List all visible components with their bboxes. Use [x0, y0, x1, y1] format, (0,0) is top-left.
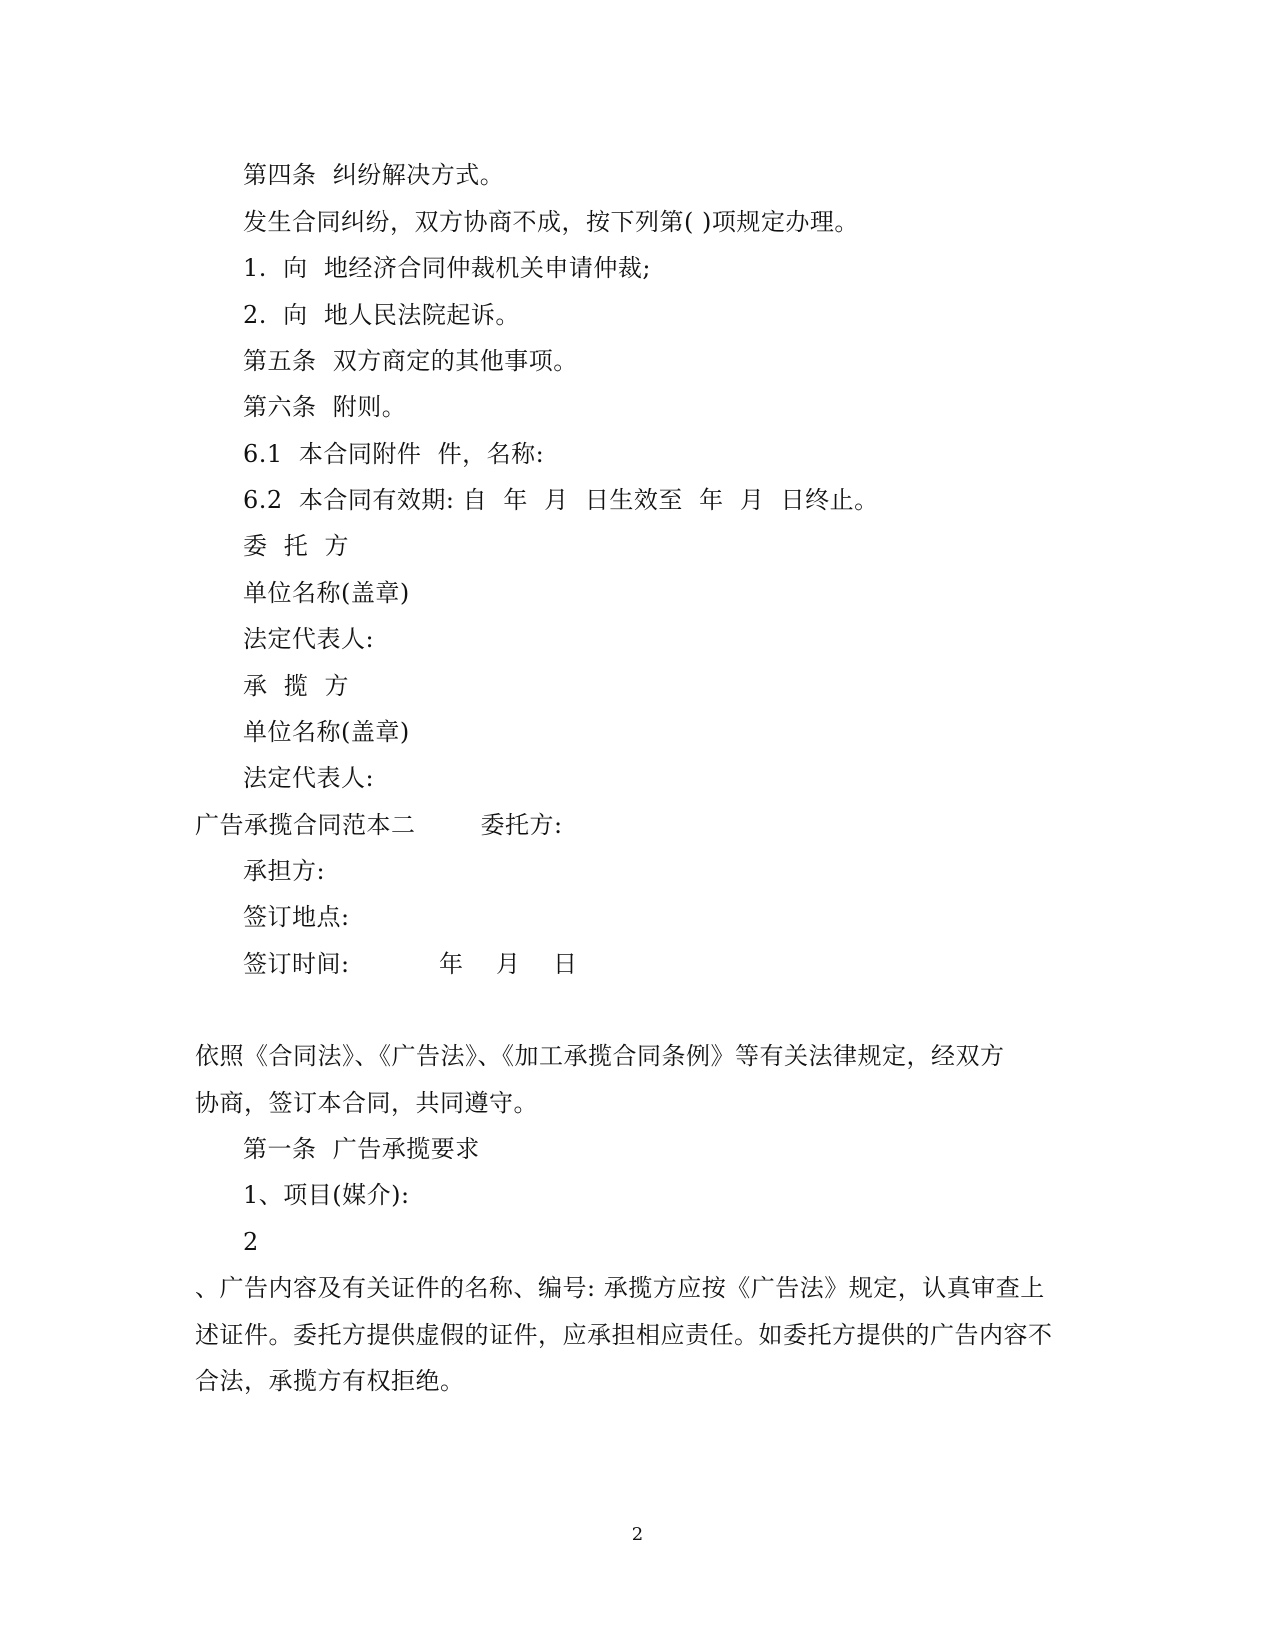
article-5-heading: 第五条 双方商定的其他事项。 [243, 347, 578, 375]
signing-place-label: 签订地点: [243, 903, 350, 931]
contractor-unit-name: 单位名称(盖章) [243, 718, 410, 746]
template-2-title: 广告承揽合同范本二 委托方: [195, 811, 563, 839]
item-2-text-line-3: 合法，承揽方有权拒绝。 [195, 1367, 465, 1395]
dispute-option-2: 2. 向 地人民法院起诉。 [243, 301, 520, 329]
signing-time-label: 签订时间: 年 月 日 [243, 950, 578, 978]
client-legal-rep: 法定代表人: [243, 625, 375, 653]
item-2-number: 2 [243, 1228, 259, 1256]
client-unit-name: 单位名称(盖章) [243, 579, 410, 607]
contractor-party-label: 承 揽 方 [243, 672, 350, 700]
article-6-heading: 第六条 附则。 [243, 393, 407, 421]
item-2-text-line-2: 述证件。委托方提供虚假的证件，应承担相应责任。如委托方提供的广告内容不 [195, 1321, 1053, 1349]
article-4-heading: 第四条 纠纷解决方式。 [243, 161, 505, 189]
contractor-legal-rep: 法定代表人: [243, 764, 375, 792]
dispute-clause: 发生合同纠纷，双方协商不成，按下列第( )项规定办理。 [243, 208, 859, 236]
article-1-heading: 第一条 广告承揽要求 [243, 1135, 480, 1163]
page-number: 2 [631, 1524, 644, 1545]
item-1-media: 1、项目(媒介): [243, 1181, 410, 1209]
clause-6-2: 6.2 本合同有效期: 自 年 月 日生效至 年 月 日终止。 [243, 486, 879, 514]
preamble-line-2: 协商，签订本合同，共同遵守。 [195, 1089, 538, 1117]
clause-6-1: 6.1 本合同附件 件，名称: [243, 440, 545, 468]
item-2-text-line-1: 、广告内容及有关证件的名称、编号: 承揽方应按《广告法》规定，认真审查上 [195, 1274, 1045, 1302]
dispute-option-1: 1. 向 地经济合同仲裁机关申请仲裁; [243, 254, 651, 282]
preamble-line-1: 依照《合同法》、《广告法》、《加工承揽合同条例》等有关法律规定，经双方 [195, 1042, 1005, 1070]
undertaker-label: 承担方: [243, 857, 326, 885]
client-party-label: 委 托 方 [243, 532, 350, 560]
